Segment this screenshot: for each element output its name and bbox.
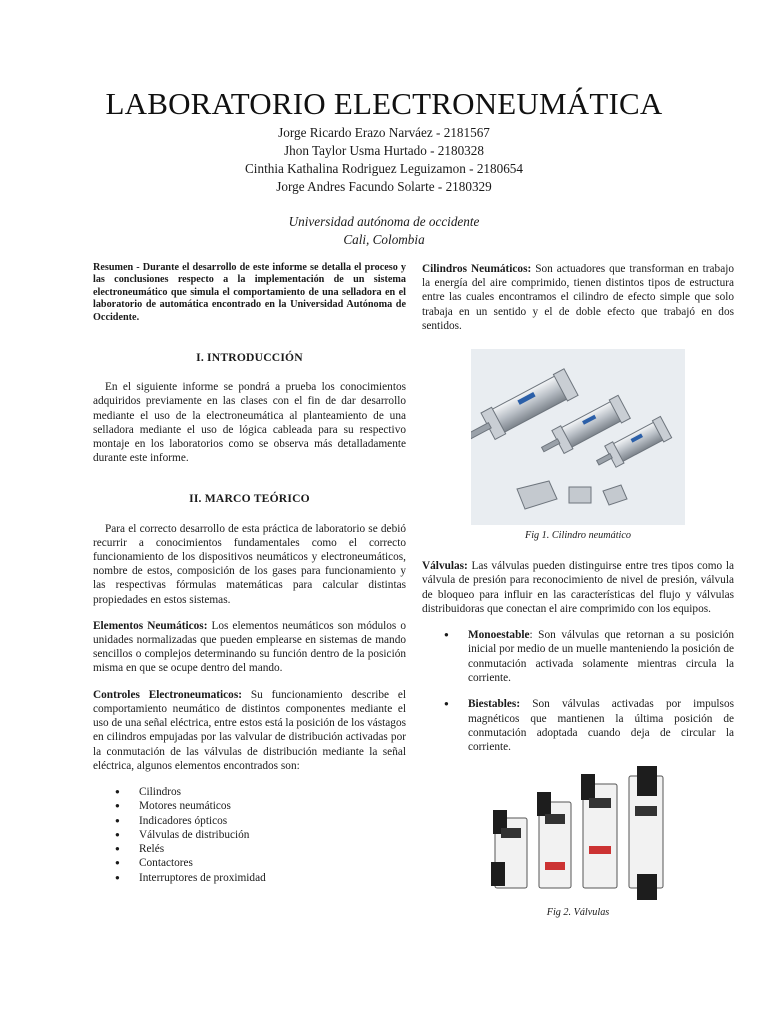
figure-1-caption: Fig 1. Cilindro neumático: [524, 530, 632, 542]
list-item: ● Válvulas de distribución: [93, 828, 406, 842]
valves-illustration: [487, 766, 669, 904]
section-2-heading: II. MARCO TEÓRICO: [189, 492, 310, 506]
controles-text: Su funcionamiento describe el comportamiento neumático de distintos componentes mediante el uso de una señal eléctrica, entre estos está la posición de los vástagos en cilindros empujadas por las valvular de distribución activadas por la conmutación de las válvulas de distribución mediante la señal eléctrica, algunos elementos encontrados son:: [93, 688, 407, 772]
list-item: [422, 628, 734, 685]
valvulas-text: Las válvulas pueden distinguirse entre tres tipos como la válvula de presión para reconocimiento de nivel de presión, válvula de bloqueo para influir en las características del flujo y válvulas distribuidoras que conectan el aire comprimido con los equipos.: [422, 560, 734, 615]
section-1-heading: I. INTRODUCCIÓN: [196, 351, 303, 365]
controles-paragraph: [93, 688, 406, 773]
author-3: Cinthia Kathalina Rodriguez Leguizamon - 2180654: [245, 161, 523, 176]
monoestable-label: Monoestable: [468, 629, 530, 642]
location: Cali, Colombia: [343, 232, 425, 247]
author-list: [0, 124, 768, 196]
figure-1: [471, 349, 685, 543]
list-item: ● Cilindros: [93, 785, 406, 799]
right-column: [422, 262, 734, 921]
controles-label: Controles Electroneumaticos:: [93, 688, 242, 701]
figure-2-caption: Fig 2. Válvulas: [546, 907, 610, 919]
figure-2: [487, 766, 669, 920]
valves-image: [487, 766, 669, 904]
biestables-text: Son válvulas activadas por impulsos magnéticos que mantienen la última posición de conmutación adoptada cuando deja de circular la corriente.: [468, 698, 734, 754]
abstract: Resumen - Durante el desarrollo de este informe se detalla el proceso y las conclusiones respecto a la implementación de un sistema electroneumático que simula el comportamiento de una selladora en el laboratorio de automática encontrado en la Universidad Autónoma de Occidente.: [93, 262, 406, 323]
list-item: ● Contactores: [93, 856, 406, 870]
author-1: Jorge Ricardo Erazo Narváez - 2181567: [278, 125, 490, 140]
valvulas-paragraph: [422, 559, 734, 616]
section-1-body: En el siguiente informe se pondrá a prueba los conocimientos adquiridos previamente en las clases con el fin de dar desarrollo mediante el uso de la electroneumática al planteamiento de una selladora mediante el uso de lógica cableada para su respectivo montaje en los laboratorios como se observa más detalladamente durante este informe.: [93, 381, 406, 465]
institution: Universidad autónoma de occidente: [288, 214, 480, 229]
section-2-body: Para el correcto desarrollo de esta práctica de laboratorio se debió recurrir a conocimientos fundamentales como el correcto funcionamiento de los dispositivos neumáticos y electroneumáticos, nombre de estos, composición de los gases para funcionamiento y las respectivas fórmulas matemáticas para calcular distintas propiedades en estos sistemas.: [93, 522, 406, 606]
elementos-paragraph: [93, 619, 406, 676]
paper-title: LABORATORIO ELECTRONEUMÁTICA: [105, 86, 663, 121]
monoestable-text: : Son válvulas que retornan a su posición inicial por medio de un muelle manteniendo la posición de conmutación activada solamente mientras circula la corriente.: [468, 629, 734, 684]
affiliation: [0, 213, 768, 249]
biestables-label: Biestables:: [468, 698, 521, 711]
valvulas-label: Válvulas:: [422, 560, 468, 573]
elements-list: [93, 785, 406, 885]
cilindros-paragraph: [422, 262, 734, 333]
cylinder-illustration: [471, 349, 685, 525]
cylinder-image: [471, 349, 685, 525]
left-column: [93, 262, 406, 885]
elementos-text: Los elementos neumáticos son módulos o unidades normalizadas que pueden emplearse en sistemas de mando sencillos o complejos determinando su función dentro de la posición misma en que se ocupe dentro del mando.: [93, 619, 406, 675]
valve-types-list: [422, 628, 734, 754]
cilindros-text: Son actuadores que transforman en trabajo la energía del aire comprimido, tienen distintos tipos de estructura entre las cuales encontramos el cilindro de efecto simple que solo trabaja en un sentido y el de doble efecto que trabajó en dos sentidos.: [422, 263, 734, 332]
author-4: Jorge Andres Facundo Solarte - 2180329: [276, 179, 492, 194]
list-item: ● Motores neumáticos: [93, 799, 406, 813]
list-item: ● Relés: [93, 842, 406, 856]
cilindros-label: Cilindros Neumáticos:: [422, 263, 532, 275]
elementos-label: Elementos Neumáticos:: [93, 619, 208, 632]
list-item: ● Indicadores ópticos: [93, 814, 406, 828]
list-item: [422, 697, 734, 754]
author-2: Jhon Taylor Usma Hurtado - 2180328: [284, 143, 484, 158]
list-item: ● Interruptores de proximidad: [93, 871, 406, 885]
